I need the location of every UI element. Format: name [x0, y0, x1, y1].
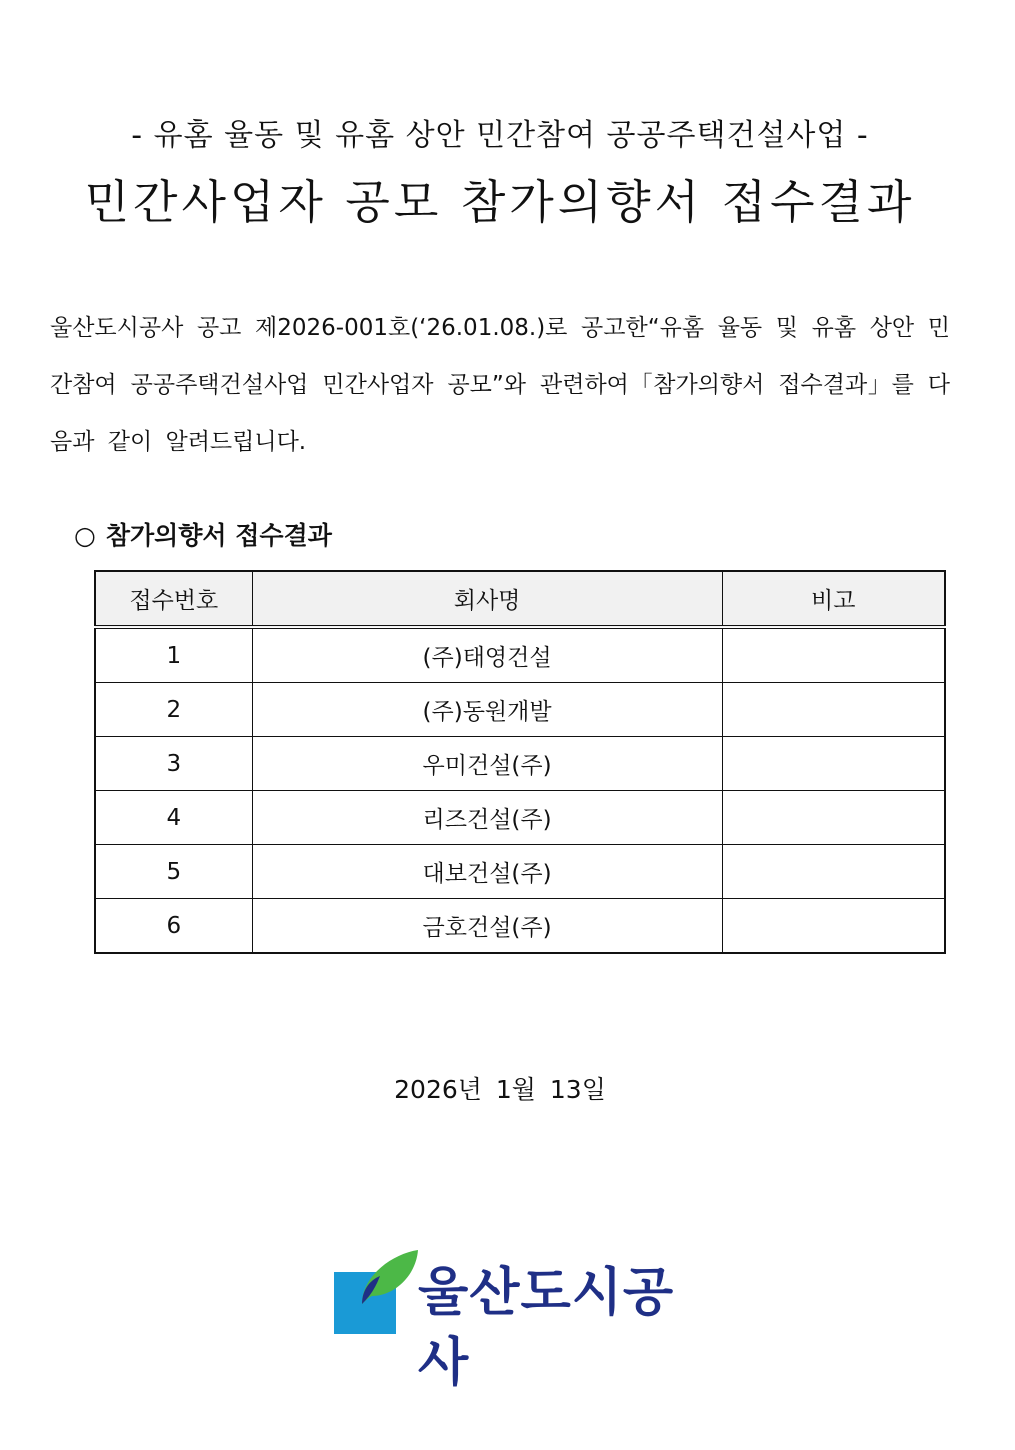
cell-remarks: [722, 845, 945, 899]
table-row: [95, 899, 945, 954]
cell-receipt-number: 4: [95, 791, 252, 845]
table-row: [95, 683, 945, 737]
cell-receipt-number: 1: [95, 627, 252, 683]
cell-company-name: (주)동원개발: [252, 683, 722, 737]
cell-remarks: [722, 683, 945, 737]
header-receipt-number: 접수번호: [95, 571, 252, 627]
intro-paragraph: 울산도시공사 공고 제2026-001호(‘26.01.08.)로 공고한“유홈 율동 및 유홈 상안 민간참여 공공주택건설사업 민간사업자 공모”와 관련하여「참가의향서 접수결과」를 다음과 같이 알려드립니다.: [50, 315, 950, 455]
logo-text: 울산도시공사: [418, 1263, 675, 1393]
header-remarks: 비고: [722, 571, 945, 627]
cell-remarks: [722, 737, 945, 791]
table-row: [95, 627, 945, 683]
table-row: [95, 845, 945, 899]
header-company-name: 회사명: [252, 571, 722, 627]
cell-company-name: 금호건설(주): [252, 899, 722, 954]
section-heading: [74, 516, 332, 556]
cell-receipt-number: 6: [95, 899, 252, 954]
logo-emblem-icon: [332, 1246, 422, 1338]
cell-receipt-number: 5: [95, 845, 252, 899]
cell-remarks: [722, 791, 945, 845]
document-subtitle: - 유홈 율동 및 유홈 상안 민간참여 공공주택건설사업 -: [131, 118, 869, 153]
cell-company-name: 우미건설(주): [252, 737, 722, 791]
table-row: [95, 791, 945, 845]
cell-company-name: 대보건설(주): [252, 845, 722, 899]
document-title: 민간사업자 공모 참가의향서 접수결과: [84, 175, 916, 229]
cell-receipt-number: 3: [95, 737, 252, 791]
announcement-date: 2026년 1월 13일: [394, 1075, 606, 1104]
cell-receipt-number: 2: [95, 683, 252, 737]
circle-bullet-icon: ○: [74, 521, 96, 550]
cell-remarks: [722, 627, 945, 683]
section-heading-text: 참가의향서 접수결과: [105, 521, 332, 550]
organization-logo: [332, 1246, 677, 1393]
cell-company-name: 리즈건설(주): [252, 791, 722, 845]
table-row: [95, 737, 945, 791]
cell-company-name: (주)태영건설: [252, 627, 722, 683]
cell-remarks: [722, 899, 945, 954]
results-table: [94, 570, 946, 954]
table-header-row: [95, 571, 945, 627]
